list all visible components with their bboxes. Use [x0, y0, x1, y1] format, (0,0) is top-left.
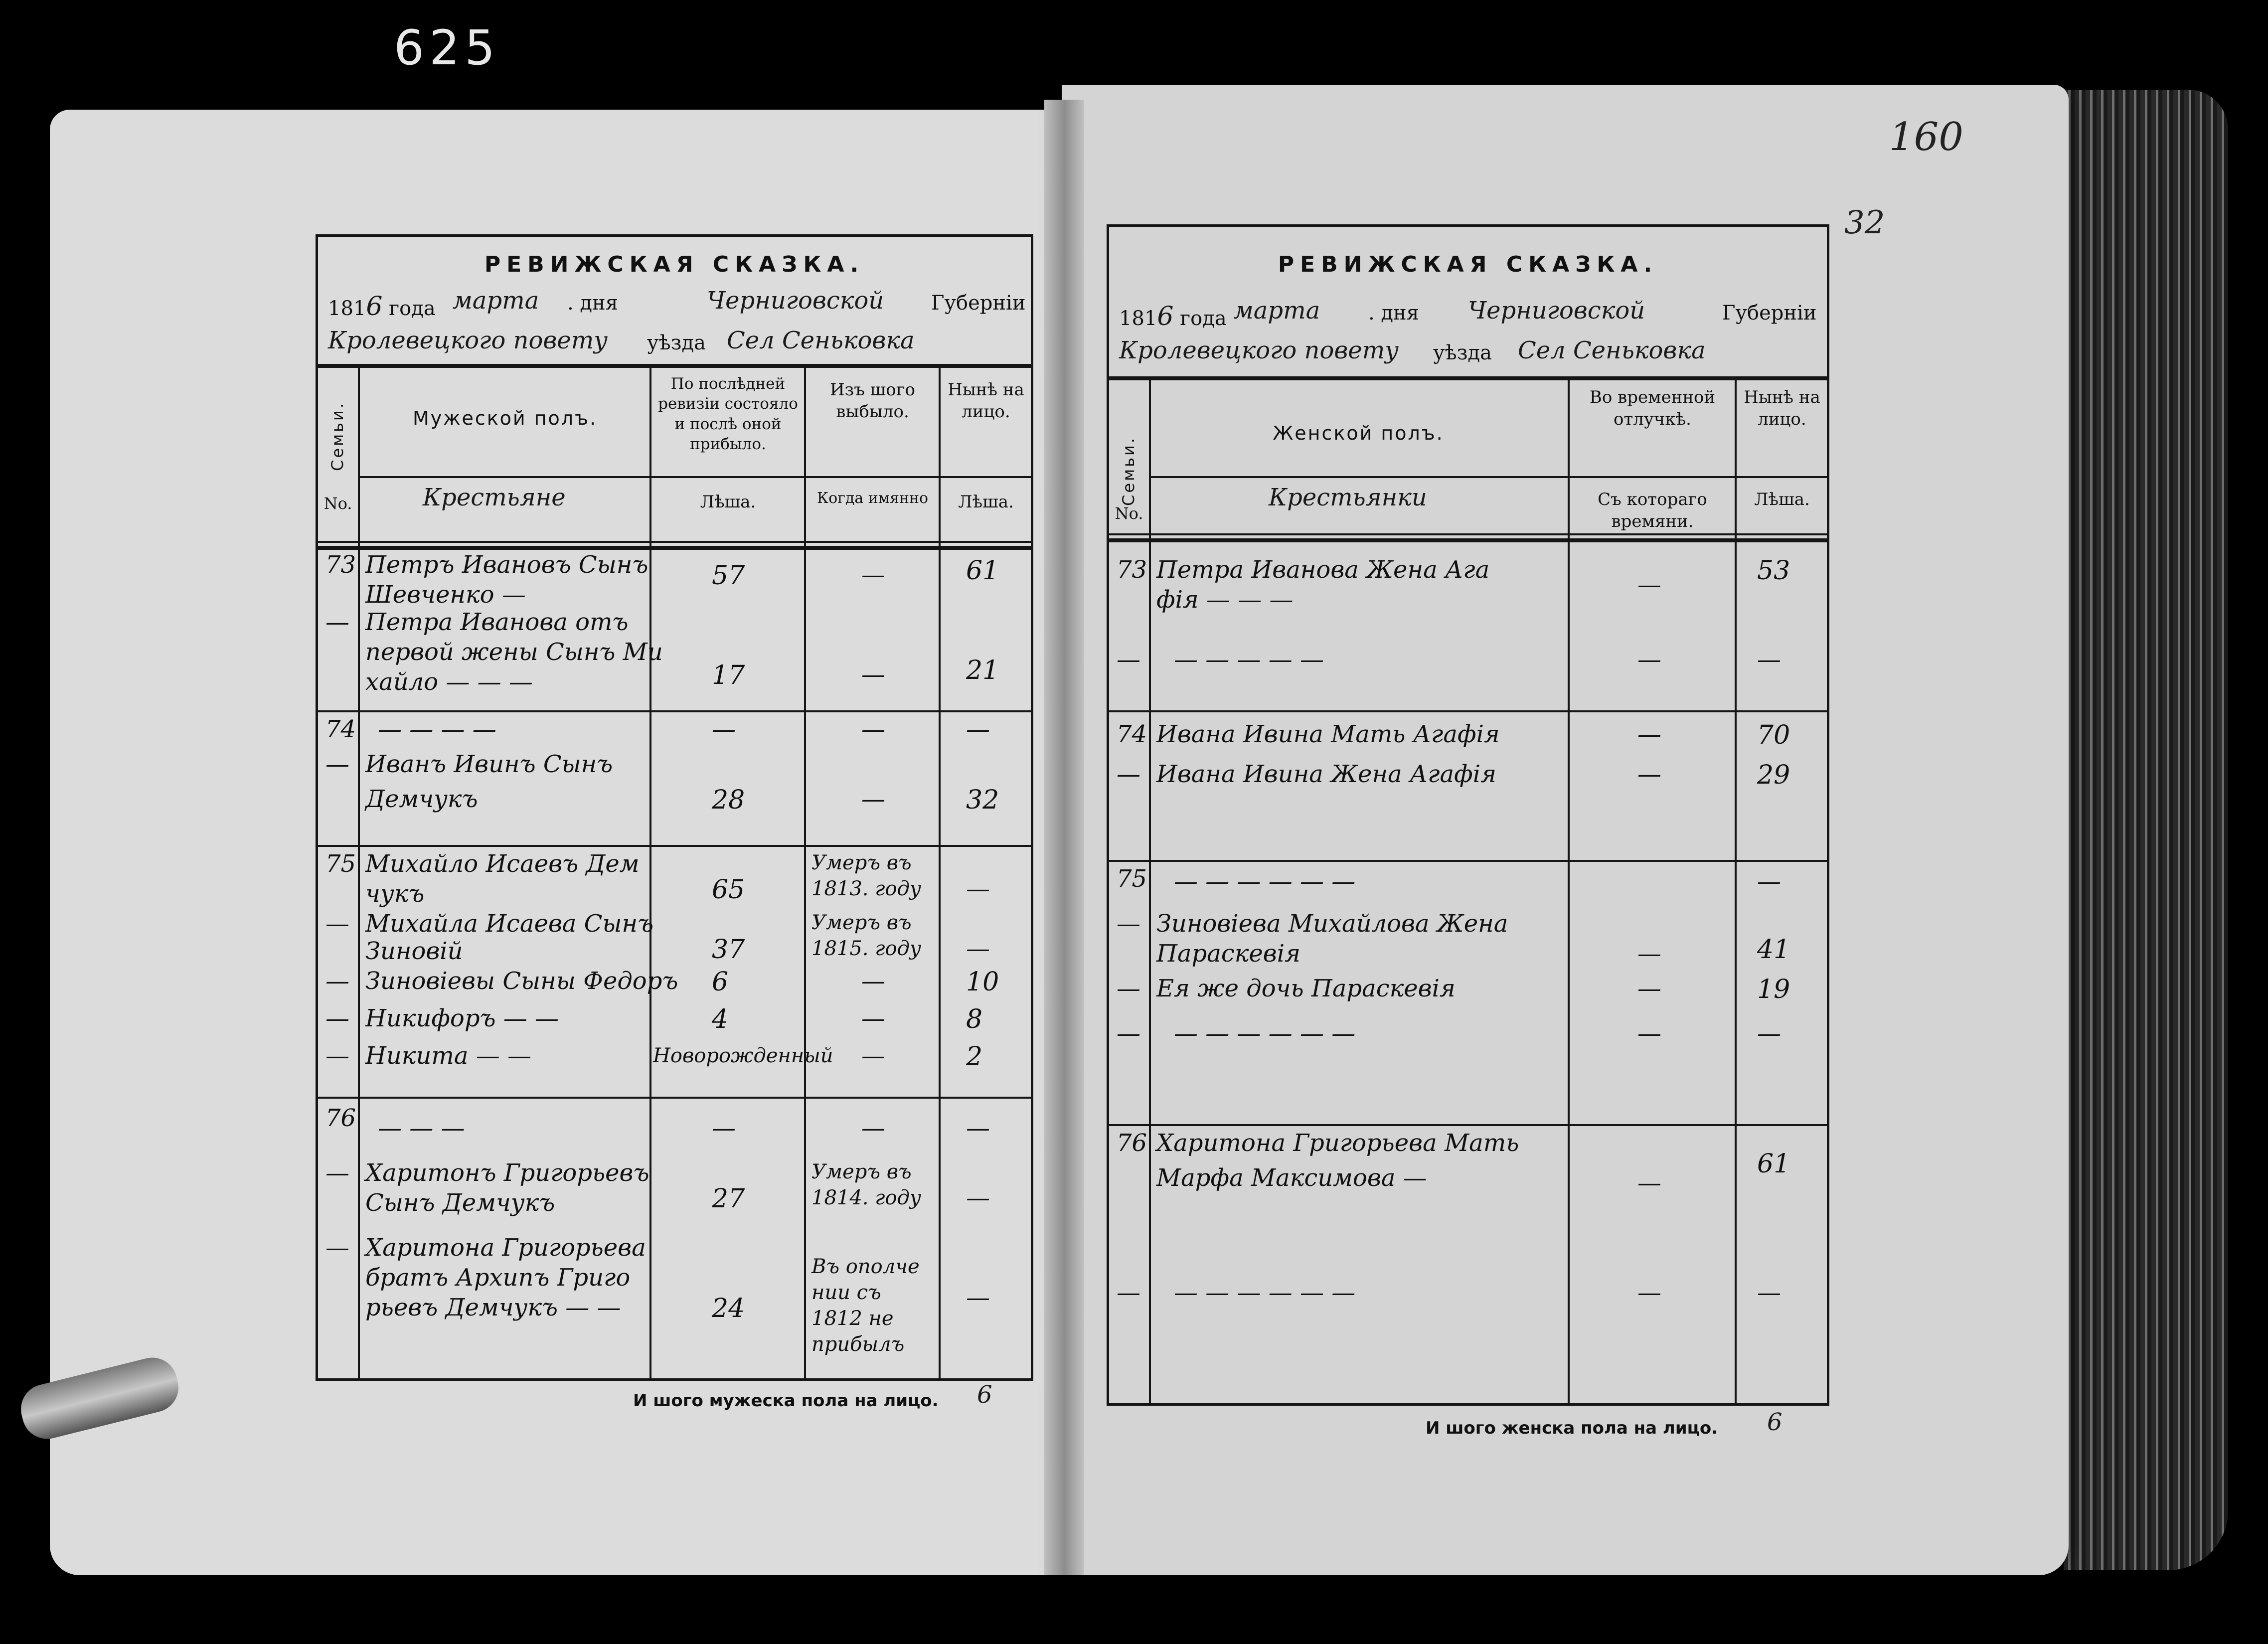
row-name: Сынъ Демчукъ	[365, 1189, 555, 1217]
row-no: —	[1117, 910, 1140, 938]
folio-mark: 32	[1844, 204, 1885, 241]
col-family: Семьи.	[1119, 436, 1138, 506]
row-name: Никифоръ — —	[365, 1004, 559, 1032]
row-age-now: —	[966, 715, 990, 743]
row-name: Петръ Ивановъ Сынъ	[365, 551, 648, 579]
col-absent: Во временной отлучкѣ.	[1589, 387, 1716, 430]
row-age-now: —	[1757, 867, 1781, 895]
row-name: Демчукъ	[365, 785, 478, 813]
row-no: —	[1117, 1019, 1140, 1047]
row-name: Параскевія	[1156, 940, 1300, 968]
row-no: —	[1117, 975, 1140, 1002]
row-no: —	[325, 967, 349, 995]
row-age-now: 21	[966, 656, 999, 685]
row-age-now: —	[1757, 1019, 1781, 1047]
row-age-last: —	[712, 1114, 736, 1142]
gov-hand: Черниговской	[1468, 297, 1645, 325]
row-name: чукъ	[365, 880, 425, 908]
col-out: Изъ шого выбыло.	[830, 380, 915, 422]
district-hand: Кролевецкого повету	[1119, 336, 1399, 364]
left-revision-form	[316, 234, 1033, 1381]
row-name: Иванъ Ивинъ Сынъ	[365, 750, 613, 778]
row-out: —	[861, 715, 885, 743]
form-title: РЕВИЖСКАЯ СКАЗКА.	[1278, 252, 1658, 277]
row-age-now: —	[1757, 1279, 1781, 1307]
district-label: уѣзда	[647, 331, 706, 354]
row-age-last: 24	[712, 1294, 745, 1323]
right-footer-label: И шого женска пола на лицо.	[1426, 1418, 1718, 1438]
left-footer-total: 6	[977, 1381, 992, 1409]
row-name: Ея же дочь Параскевія	[1156, 975, 1456, 1002]
row-age-last: 4	[712, 1004, 729, 1034]
row-age-now: —	[966, 1114, 990, 1142]
district-hand: Кролевецкого повету	[328, 327, 608, 354]
row-absent: —	[1637, 1019, 1661, 1047]
sub-estate: Крестьяне	[423, 484, 566, 511]
row-out: —	[861, 785, 885, 813]
row-no: 73	[1117, 556, 1147, 584]
row-no: —	[325, 1042, 349, 1070]
row-name: Зиновіева Михайлова Жена	[1156, 910, 1508, 938]
month-hand: марта	[453, 287, 539, 315]
row-no: 76	[1117, 1129, 1147, 1157]
village-hand: Сел Сеньковка	[1518, 336, 1706, 364]
row-out: —	[861, 1042, 885, 1070]
row-name: Харитона Григорьева	[365, 1234, 646, 1262]
col-now: Нынѣ на лицо.	[1744, 387, 1820, 430]
row-age-now: 61	[966, 556, 999, 586]
col-male: Мужеской полъ.	[412, 407, 598, 429]
row-age-last: Новорожденный	[653, 1044, 833, 1067]
row-age-now: —	[966, 1284, 990, 1312]
col-now: Нынѣ на лицо.	[948, 380, 1024, 422]
row-name: Петра Иванова Жена Ага	[1156, 556, 1490, 584]
row-name: рьевъ Демчукъ — —	[365, 1294, 621, 1321]
left-footer-label: И шого мужеска пола на лицо.	[633, 1391, 939, 1411]
row-age-now: —	[1757, 646, 1781, 673]
gov-label: Губерніи	[931, 292, 1026, 315]
row-age-now: 2	[966, 1042, 983, 1072]
row-name: Харитонъ Григорьевъ	[365, 1159, 649, 1187]
district-label: уѣзда	[1433, 341, 1492, 364]
row-no: 75	[1117, 865, 1147, 893]
row-out: —	[861, 1004, 885, 1032]
book-edge	[2064, 90, 2228, 1570]
row-absent: —	[1637, 975, 1661, 1002]
sub-when: Когда имянно	[816, 490, 929, 507]
row-no: —	[325, 910, 349, 938]
row-age-now: 32	[966, 785, 999, 815]
row-name: Никита — —	[365, 1042, 531, 1070]
sub-no: No.	[324, 494, 352, 513]
sub-since: Съ которагo времяни.	[1598, 490, 1707, 532]
col-family: Семьи.	[328, 401, 347, 471]
row-age-now: —	[966, 1184, 990, 1212]
row-absent: —	[1637, 571, 1661, 599]
row-absent: —	[1637, 720, 1661, 748]
gov-label: Губерніи	[1722, 302, 1817, 325]
row-name: Шевченко —	[365, 581, 526, 609]
row-age-now: 53	[1757, 556, 1790, 586]
year-prefix: 1816 года	[1119, 302, 1227, 331]
row-name: Марфа Максимова —	[1156, 1164, 1427, 1192]
village-hand: Сел Сеньковка	[727, 327, 915, 354]
row-age-last: 27	[712, 1184, 745, 1214]
row-name: Харитона Григорьева Мать	[1156, 1129, 1519, 1157]
row-age-now: 70	[1757, 720, 1790, 750]
row-age-last: 57	[712, 561, 745, 591]
row-out: Умеръ въ 1813. году	[811, 851, 922, 900]
row-no: —	[1117, 646, 1140, 673]
row-name: братъ Архипъ Григо	[365, 1264, 631, 1292]
row-name: Ивана Ивина Мать Агафія	[1156, 720, 1500, 748]
row-absent: —	[1637, 1169, 1661, 1197]
row-name: Зиновій	[365, 937, 463, 965]
row-name: хайло — — —	[365, 668, 533, 696]
row-age-now: —	[966, 935, 990, 963]
day-label: . дня	[567, 292, 618, 315]
row-name: — — — — — —	[1174, 867, 1356, 895]
row-out: —	[861, 967, 885, 995]
row-out: Въ ополче нии съ 1812 не прибылъ	[811, 1255, 920, 1356]
row-no: 73	[325, 551, 356, 579]
row-no: —	[1117, 1279, 1140, 1307]
row-name: фія — — —	[1156, 586, 1294, 614]
right-revision-form	[1107, 224, 1829, 1406]
row-absent: —	[1637, 1279, 1661, 1307]
row-no: —	[1117, 760, 1140, 788]
row-no: —	[325, 1159, 349, 1187]
row-age-last: 37	[712, 935, 745, 965]
row-no: 75	[325, 850, 356, 878]
col-female: Женской полъ.	[1273, 422, 1444, 444]
row-absent: —	[1637, 940, 1661, 968]
row-out: —	[861, 660, 885, 688]
archive-number: 625	[394, 20, 500, 76]
row-age-now: 8	[966, 1004, 983, 1034]
year-prefix: 1816 года	[328, 292, 436, 322]
row-out: —	[861, 1114, 885, 1142]
row-name: — — — — — —	[1174, 1279, 1356, 1307]
month-hand: марта	[1234, 297, 1320, 325]
col-last-revision: По послѣдней ревизіи состояло и послѣ оной прибыло.	[658, 375, 798, 453]
row-absent: —	[1637, 760, 1661, 788]
row-out: Умеръ въ 1814. году	[811, 1160, 922, 1209]
sub-years-now: Лѣша.	[958, 492, 1014, 512]
row-age-last: —	[712, 715, 736, 743]
row-absent: —	[1637, 646, 1661, 673]
form-title: РЕВИЖСКАЯ СКАЗКА.	[484, 252, 865, 277]
row-age-now: 41	[1757, 935, 1790, 965]
row-age-last: 28	[712, 785, 745, 815]
row-name: первой жены Сынъ Ми	[365, 638, 663, 666]
right-footer-total: 6	[1767, 1408, 1782, 1436]
row-age-now: —	[966, 875, 990, 903]
row-age-now: 29	[1757, 760, 1790, 790]
sub-estate: Крестьянки	[1269, 484, 1427, 511]
book-gutter	[1044, 100, 1084, 1575]
row-name: Зиновіевы Сыны Федоръ	[365, 967, 678, 995]
row-out: —	[861, 561, 885, 589]
row-no: —	[325, 608, 349, 636]
sub-no: No.	[1115, 504, 1143, 523]
gov-hand: Черниговской	[707, 287, 884, 315]
row-name: — — —	[378, 1114, 465, 1142]
row-no: —	[325, 1004, 349, 1032]
row-name: Петра Иванова отъ	[365, 608, 629, 636]
folio-number: 160	[1889, 115, 1963, 160]
row-age-now: 10	[966, 967, 999, 997]
day-label: . дня	[1368, 302, 1419, 325]
sub-years: Лѣша.	[1754, 490, 1810, 509]
row-name: Ивана Ивина Жена Агафія	[1156, 760, 1496, 788]
row-name: Михайло Исаевъ Дем	[365, 850, 640, 878]
row-no: —	[325, 1234, 349, 1262]
row-age-last: 6	[712, 967, 729, 997]
row-no: 74	[325, 715, 356, 743]
row-name: — — — —	[378, 715, 496, 743]
row-no: —	[325, 750, 349, 778]
row-age-last: 65	[712, 875, 745, 905]
row-name: Михайла Исаева Сынъ	[365, 910, 654, 938]
row-name: — — — — — —	[1174, 1019, 1356, 1047]
row-no: 76	[325, 1104, 356, 1132]
row-age-now: 19	[1757, 975, 1790, 1004]
row-age-last: 17	[712, 660, 745, 690]
sub-years: Лѣша.	[700, 492, 756, 512]
row-name: — — — — —	[1174, 646, 1324, 673]
row-age-now: 61	[1757, 1149, 1790, 1179]
row-no: 74	[1117, 720, 1147, 748]
row-out: Умеръ въ 1815. году	[811, 911, 922, 960]
